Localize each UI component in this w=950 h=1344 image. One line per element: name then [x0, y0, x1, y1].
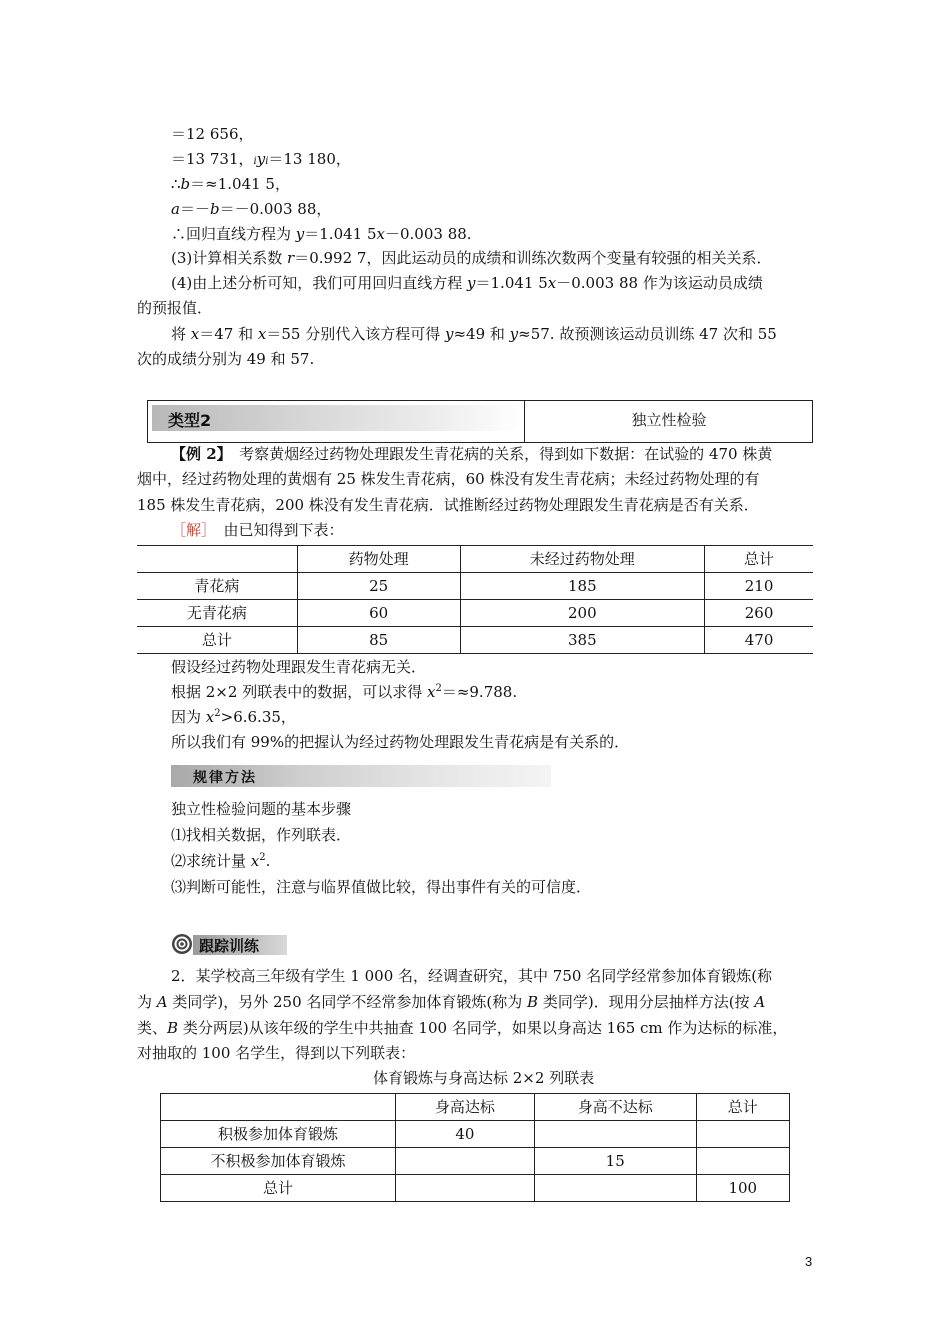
practice-line: 对抽取的 100 名学生，得到以下列联表：: [137, 1044, 416, 1062]
table-cell: 药物处理: [297, 546, 460, 573]
text-line: ＝13 731，iyi＝13 180，: [171, 150, 351, 168]
practice-line: 为 A 类同学)，另外 250 名同学不经常参加体育锻炼(称为 B 类同学)．现用分层抽样方法(按 A: [137, 993, 766, 1011]
table-row: [161, 1148, 790, 1175]
text-line: (4)由上述分析可知，我们可用回归直线方程 y＝1.041 5x－0.003 88 作为该运动员成绩: [171, 274, 763, 292]
table-cell: [534, 1121, 696, 1148]
section-badge-label: 类型2: [168, 411, 212, 430]
table-cell: 身高不达标: [534, 1094, 696, 1121]
method-banner-label: 规律方法: [193, 770, 257, 786]
practice-line: 2．某学校高三年级有学生 1 000 名，经调查研究，其中 750 名同学经常参加体育锻炼(称: [171, 967, 773, 985]
table-header-row: [161, 1094, 790, 1121]
text-line: 因为 $x^2>6.6.35$，: [171, 708, 296, 726]
text-line: 将 x＝47 和 x＝55 分别代入该方程可得 y≈49 和 y≈57. 故预测该运动员训练 47 次和 55: [171, 325, 777, 343]
table-cell: 总计: [696, 1094, 789, 1121]
text-line: a＝－b＝－0.003 88，: [171, 200, 332, 218]
text-line: 所以我们有 99%的把握认为经过药物处理跟发生青花病是有关系的．: [171, 733, 630, 751]
table-cell: 260: [705, 600, 813, 627]
table-cell: 85: [297, 627, 460, 654]
table-row: [161, 1175, 790, 1202]
practice-banner-label: 跟踪训练: [199, 937, 260, 955]
method-line: ⑵求统计量 $x^2$.: [171, 852, 271, 870]
practice-line: 类、B 类分两层)从该年级的学生中共抽查 100 名同学，如果以身高达 165 cm 作为达标的标准，: [137, 1019, 788, 1037]
table-row: [137, 600, 813, 627]
table-cell: 200: [460, 600, 705, 627]
table-cell: [696, 1148, 789, 1175]
table-cell: [137, 546, 297, 573]
text-line: 假设经过药物处理跟发生青花病无关．: [171, 658, 427, 676]
practice-banner: [171, 933, 291, 957]
text-line: (3)计算相关系数 r＝0.992 7，因此运动员的成绩和训练次数两个变量有较强的相关关系．: [171, 249, 772, 267]
text-line: ∴b＝≈1.041 5，: [171, 175, 290, 193]
example-line: 烟中，经过药物处理的黄烟有 25 株发生青花病，60 株没有发生青花病；未经过药物处理的有: [137, 470, 760, 488]
example-line: 185 株发生青花病，200 株没有发生青花病．试推断经过药物处理跟发生青花病是否有关系．: [137, 496, 759, 514]
table-cell: [696, 1121, 789, 1148]
section-badge: [152, 405, 523, 431]
page-number: 3: [805, 1254, 813, 1269]
table-cell: [395, 1148, 534, 1175]
text-line: 根据 2×2 列联表中的数据，可以求得 $x^2=\approx 9.788$.: [171, 683, 518, 701]
table-cell: 总计: [161, 1175, 396, 1202]
table-cell: 60: [297, 600, 460, 627]
table-cell: 15: [534, 1148, 696, 1175]
table-header-row: [137, 546, 813, 573]
table-cell: 总计: [705, 546, 813, 573]
example-line: 【例 2】 考察黄烟经过药物处理跟发生青花病的关系，得到如下数据：在试验的 470 株黄: [171, 445, 773, 463]
target-icon: [171, 933, 193, 955]
table-cell: 不积极参加体育锻炼: [161, 1148, 396, 1175]
text-line: ＝12 656，: [171, 125, 254, 143]
solution-line: ［解］ 由已知得到下表：: [171, 521, 344, 539]
table-cell: 青花病: [137, 573, 297, 600]
table-row: [137, 627, 813, 654]
contingency-table-2: [160, 1093, 790, 1202]
method-line: ⑶判断可能性，注意与临界值做比较，得出事件有关的可信度．: [171, 878, 592, 896]
table-cell: 无青花病: [137, 600, 297, 627]
table-cell: 25: [297, 573, 460, 600]
table-cell: 210: [705, 573, 813, 600]
table-caption: 体育锻炼与身高达标 2×2 列联表: [373, 1069, 595, 1087]
text-line: ∴回归直线方程为 y＝1.041 5x－0.003 88.: [171, 225, 472, 243]
table-row: [137, 573, 813, 600]
method-banner: [171, 765, 551, 787]
table-cell: [534, 1175, 696, 1202]
table-cell: 185: [460, 573, 705, 600]
table-cell: [395, 1175, 534, 1202]
contingency-table-1: [137, 545, 813, 654]
solution-tag: ［解］: [171, 521, 209, 539]
table-cell: 身高达标: [395, 1094, 534, 1121]
table-cell: 未经过药物处理: [460, 546, 705, 573]
table-cell: 积极参加体育锻炼: [161, 1121, 396, 1148]
text-line: 次的成绩分别为 49 和 57.: [137, 350, 315, 368]
text-line: 的预报值．: [137, 299, 213, 317]
section-header: [147, 400, 813, 443]
table-row: [161, 1121, 790, 1148]
table-cell: 470: [705, 627, 813, 654]
table-cell: 385: [460, 627, 705, 654]
method-line: ⑴找相关数据，作列联表．: [171, 826, 352, 844]
table-cell: 总计: [137, 627, 297, 654]
table-cell: 40: [395, 1121, 534, 1148]
table-cell: 100: [696, 1175, 789, 1202]
section-title: 独立性检验: [631, 411, 707, 429]
method-line: 独立性检验问题的基本步骤: [171, 800, 352, 818]
table-cell: [161, 1094, 396, 1121]
